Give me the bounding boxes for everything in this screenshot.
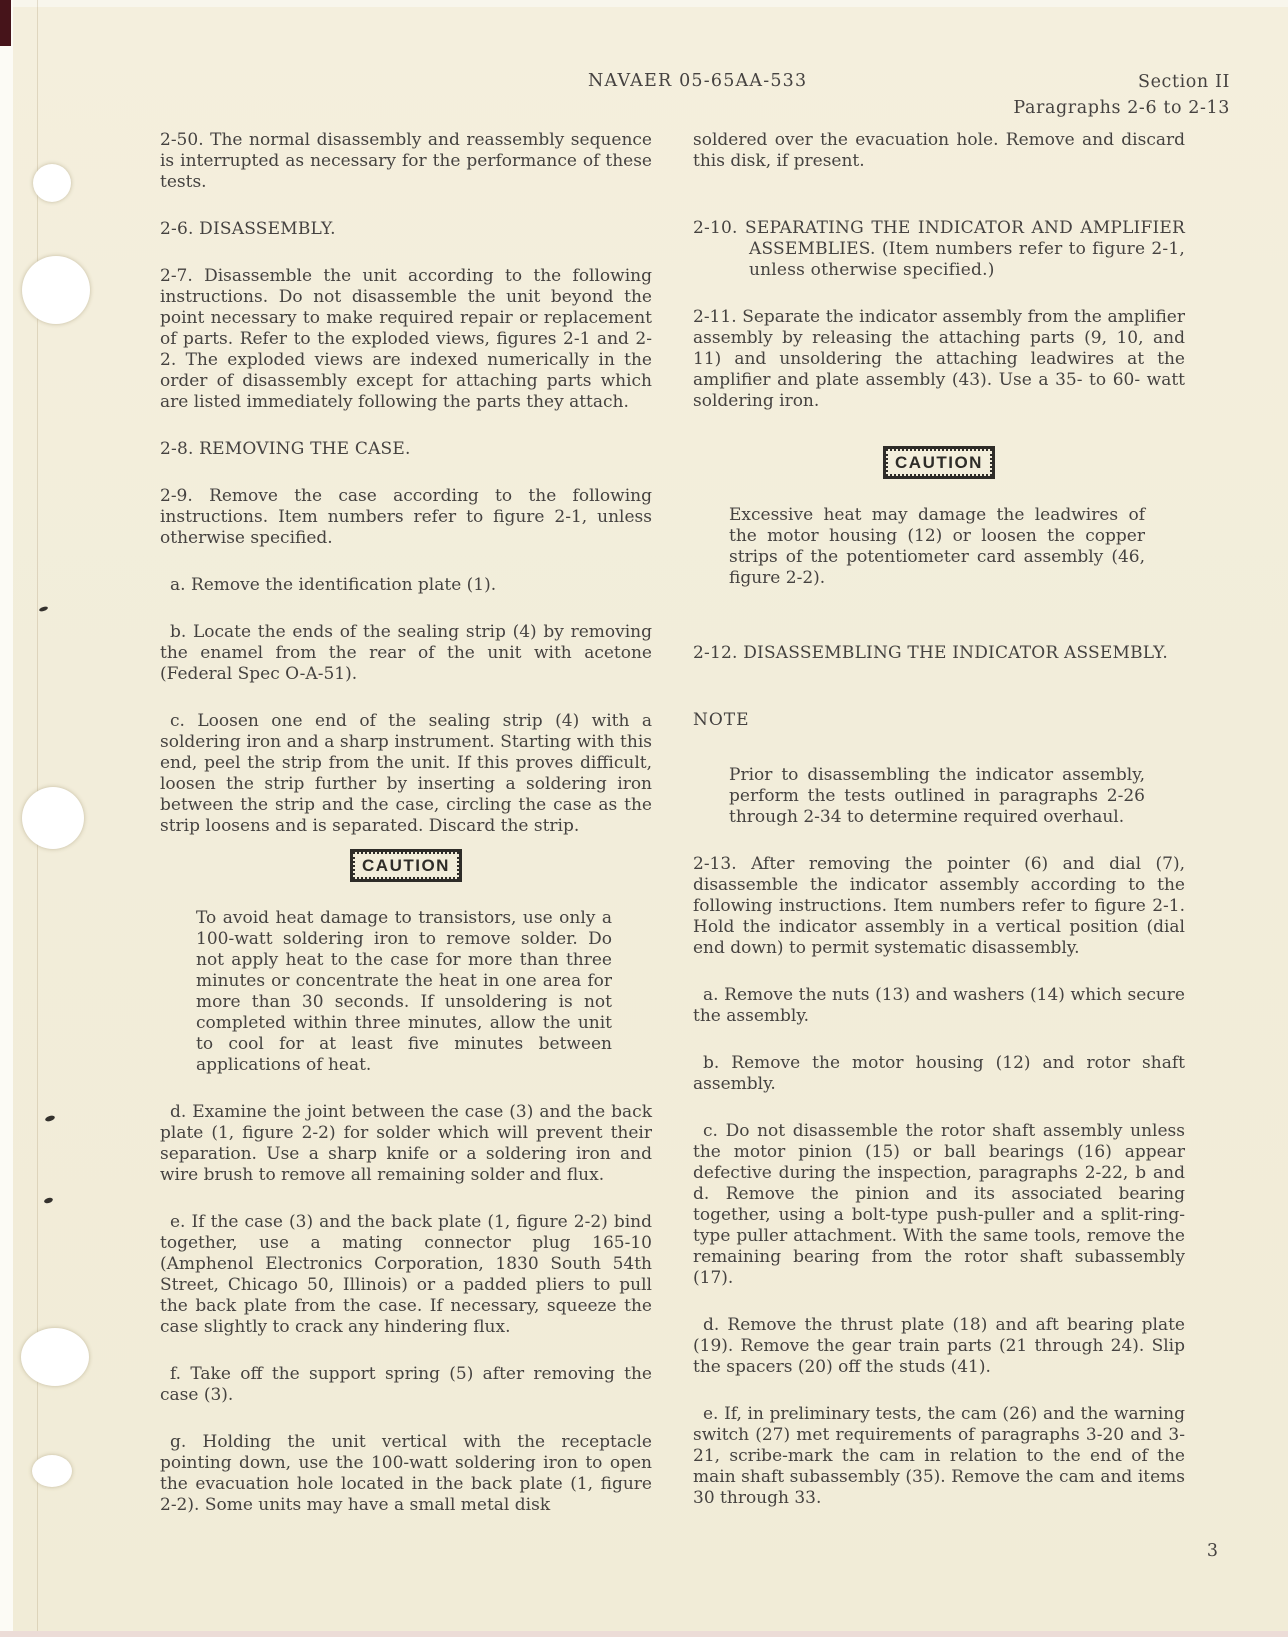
note-text: Prior to disassembling the indicator assembly, perform the tests outlined in paragraphs 2-26 through 2-34 to determine required overhaul. (729, 765, 1145, 827)
subpara-e: e. If, in preliminary tests, the cam (26) and the warning switch (27) met requirements of paragraphs 3-20 and 3-21, scribe-mark the cam in relation to the end of the main shaft subassembly (35). Remove the cam and items 30 through 33. (693, 1404, 1185, 1508)
caution-text-right: Excessive heat may damage the leadwires of the motor housing (12) or loosen the copper strips of the potentiometer card assembly (46, figure 2-2). (729, 505, 1145, 588)
subpara-a: a. Remove the identification plate (1). (170, 575, 497, 595)
left-column (160, 130, 652, 1516)
text-columns (160, 130, 1185, 1516)
para-2-13: 2-13. After removing the pointer (6) and dial (7), disassemble the indicator assembly according to the following instructions. Item numbers refer to figure 2-1. Hold the indicator assembly in a vertical position (dial end down) to permit systematic disassembly. (693, 854, 1185, 958)
subpara-b: b. Remove the motor housing (12) and rotor shaft assembly. (693, 1053, 1185, 1094)
subpara-d: d. Remove the thrust plate (18) and aft bearing plate (19). Remove the gear train parts (21 through 24). Slip the spacers (20) off the studs (41). (693, 1315, 1185, 1377)
caution-label: CAUTION (362, 856, 450, 875)
para-2-9: 2-9. Remove the case according to the following instructions. Item numbers refer to figure 2-1, unless otherwise specified. (160, 486, 652, 548)
header-right (1013, 69, 1230, 121)
subpara-f: f. Take off the support spring (5) after removing the case (3). (160, 1364, 652, 1405)
paper-speck (44, 1115, 55, 1123)
section-label: Section II (1138, 72, 1230, 92)
punch-hole (33, 164, 71, 202)
caution-stamp-border (350, 849, 462, 882)
heading-2-12: 2-12. DISASSEMBLING THE INDICATOR ASSEMBLY. (693, 643, 1168, 663)
subpara-e: e. If the case (3) and the back plate (1, figure 2-2) bind together, use a mating connector plug 165-10 (Amphenol Electronics Corporation, 1830 South 54th Street, Chicago 50, Illinois) or a padded pliers to pull the back plate from the case. If necessary, squeeze the case slightly to crack any hindering flux. (160, 1212, 652, 1337)
caution-text-left: To avoid heat damage to transistors, use only a 100-watt soldering iron to remove solder. Do not apply heat to the case for more than three minutes or concentrate the heat in one area for more than 30 seconds. If unsoldering is not completed within three minutes, allow the unit to cool for at least five minutes between applications of heat. (196, 908, 612, 1075)
note-label: NOTE (693, 710, 750, 730)
caution-label: CAUTION (895, 453, 983, 472)
caution-stamp-right (693, 446, 1185, 479)
page-left-edge (0, 0, 13, 1637)
page-bottom-edge (0, 1631, 1288, 1637)
heading-2-6: 2-6. DISASSEMBLY. (160, 219, 336, 239)
para-continued: soldered over the evacuation hole. Remove and discard this disk, if present. (693, 130, 1185, 171)
heading-2-10: 2-10. SEPARATING THE INDICATOR AND AMPLIFIER ASSEMBLIES. (Item numbers refer to figure 2-1, unless otherwise specified.) (693, 218, 1185, 280)
punch-hole (22, 256, 90, 324)
para-2-7: 2-7. Disassemble the unit according to the following instructions. Do not disassemble the unit beyond the point necessary to make required repair or replacement of parts. Refer to the exploded views, figures 2-1 and 2-2. The exploded views are indexed numerically in the order of disassembly except for attaching parts which are listed immediately following the parts they attach. (160, 266, 652, 412)
right-column (693, 130, 1185, 1516)
para-2-50: 2-50. The normal disassembly and reassembly sequence is interrupted as necessary for the performance of these tests. (160, 130, 652, 192)
subpara-g: g. Holding the unit vertical with the receptacle pointing down, use the 100-watt soldering iron to open the evacuation hole located in the back plate (1, figure 2-2). Some units may have a small metal disk (160, 1432, 652, 1515)
paper-speck (39, 606, 49, 613)
punch-hole (22, 787, 84, 849)
subpara-a: a. Remove the nuts (13) and washers (14) which secure the assembly. (693, 985, 1185, 1026)
punch-hole (32, 1455, 72, 1487)
document-number: NAVAER 05-65AA-533 (588, 71, 808, 91)
para-2-11: 2-11. Separate the indicator assembly from the amplifier assembly by releasing the attaching parts (9, 10, and 11) and unsoldering the attaching leadwires at the amplifier and plate assembly (43). Use a 35- to 60- watt soldering iron. (693, 307, 1185, 411)
caution-stamp-border (883, 446, 995, 479)
paper-speck (43, 1197, 53, 1205)
punch-hole (21, 1328, 89, 1386)
caution-stamp-left (160, 849, 652, 882)
subpara-d: d. Examine the joint between the case (3) and the back plate (1, figure 2-2) for solder which will prevent their separation. Use a sharp knife or a soldering iron and wire brush to remove all remaining solder and flux. (160, 1102, 652, 1185)
subpara-c: c. Loosen one end of the sealing strip (4) with a soldering iron and a sharp instrument. Starting with this end, peel the strip from the unit. If this proves difficult, loosen the strip further by inserting a soldering iron between the strip and the case, circling the case as the strip loosens and is separated. Discard the strip. (160, 711, 652, 836)
binding-corner-mark (0, 0, 11, 46)
subpara-c: c. Do not disassemble the rotor shaft assembly unless the motor pinion (15) or ball bearings (16) appear defective during the inspection, paragraphs 2-22, b and d. Remove the pinion and its associated bearing together, using a bolt-type push-puller and a split-ring-type puller attachment. With the same tools, remove the remaining bearing from the rotor shaft subassembly (17). (693, 1121, 1185, 1288)
page-top-edge (13, 0, 1288, 7)
heading-2-8: 2-8. REMOVING THE CASE. (160, 439, 411, 459)
paragraph-range-label: Paragraphs 2-6 to 2-13 (1013, 98, 1230, 118)
page-number: 3 (1206, 1541, 1218, 1561)
subpara-b: b. Locate the ends of the sealing strip (4) by removing the enamel from the rear of the unit with acetone (Federal Spec O-A-51). (160, 622, 652, 684)
